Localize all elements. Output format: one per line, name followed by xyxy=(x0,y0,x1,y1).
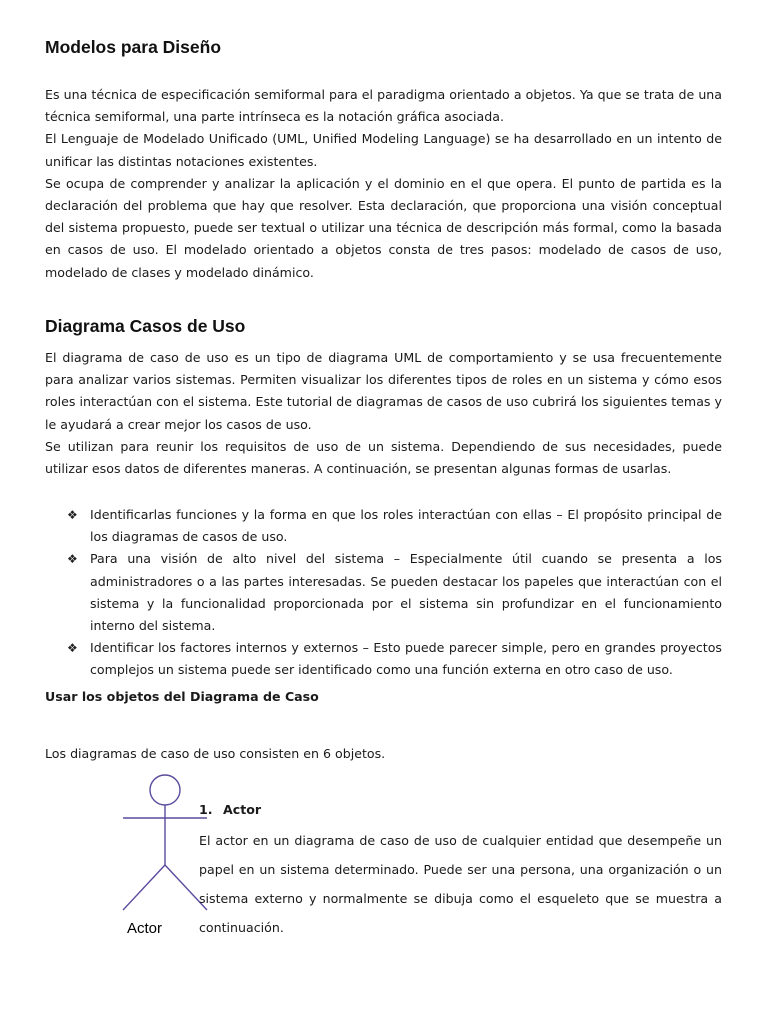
bullet-text: Para una visión de alto nivel del sistema – Especialmente útil cuando se presenta a los administradores o a las partes interesadas. Se pueden destacar los papeles que interactúan con el sistema y la funcionalidad proporcionada por el sistema sin profundizar en el funcionamiento interno del sistema. xyxy=(90,551,722,634)
subsection-title: Usar los objetos del Diagrama de Caso xyxy=(45,689,319,704)
item-title: Actor xyxy=(223,802,262,817)
section1-body xyxy=(45,84,722,284)
bullet-text: Identificar los factores internos y externos – Esto puede parecer simple, pero en grandes proyectos complejos un sistema puede ser identificado como una función externa en otro caso de uso. xyxy=(90,640,722,678)
bullet-item xyxy=(45,504,722,548)
diamond-bullet-icon: ❖ xyxy=(67,508,78,522)
section-title-diagrama: Diagrama Casos de Uso xyxy=(45,316,246,336)
paragraph: Es una técnica de especificación semiformal para el paradigma orientado a objetos. Ya que se trata de una técnica semiformal, una parte intrínseca es la notación gráfica asociada. xyxy=(45,87,722,125)
paragraph: El diagrama de caso de uso es un tipo de diagrama UML de comportamiento y se usa frecuentemente para analizar varios sistemas. Permiten visualizar los diferentes tipos de roles en un sistema y cómo esos roles interactúan con el sistema. Este tutorial de diagramas de casos de uso cubrirá los siguientes temas y le ayudará a crear mejor los casos de uso. xyxy=(45,350,722,432)
item-number: 1. xyxy=(199,802,213,817)
actor-item xyxy=(199,800,722,942)
actor-left-leg xyxy=(123,865,165,910)
paragraph: El Lenguaje de Modelado Unificado (UML, Unified Modeling Language) se ha desarrollado en un intento de unificar las distintas notaciones existentes. xyxy=(45,131,722,169)
actor-stick-figure xyxy=(120,770,210,945)
bullet-item xyxy=(45,548,722,637)
actor-item-heading xyxy=(199,800,722,820)
bullet-item xyxy=(45,637,722,681)
actor-item-text: El actor en un diagrama de caso de uso de cualquier entidad que desempeñe un papel en un sistema determinado. Puede ser una persona, una organización o un sistema externo y normalmente se dibuja como el esqueleto que se muestra a continuación. xyxy=(199,833,722,935)
diamond-bullet-icon: ❖ xyxy=(67,552,78,567)
actor-head xyxy=(150,775,180,805)
diamond-bullet-icon: ❖ xyxy=(67,641,78,656)
paragraph: Se utilizan para reunir los requisitos de uso de un sistema. Dependiendo de sus necesidades, puede utilizar esos datos de diferentes maneras. A continuación, se presentan algunas formas de usarlas. xyxy=(45,438,722,477)
subsection-intro: Los diagramas de caso de uso consisten en 6 objetos. xyxy=(45,746,386,761)
actor-caption: Actor xyxy=(127,920,163,937)
paragraph: Se ocupa de comprender y analizar la aplicación y el dominio en el que opera. El punto de partida es la declaración del problema que hay que resolver. Esta declaración, que proporciona una visión conceptual del sistema propuesto, puede ser textual o utilizar una técnica de descripción más formal, como la basada en casos de uso. El modelado orientado a objetos consta de tres pasos: modelado de casos de uso, modelado de clases y modelado dinámico. xyxy=(45,175,722,280)
bullet-text: Identificarlas funciones y la forma en que los roles interactúan con ellas – El propósito principal de los diagramas de casos de uso. xyxy=(90,507,722,545)
bullet-list xyxy=(45,504,722,682)
section2-body xyxy=(45,347,722,480)
section-title-modelos: Modelos para Diseño xyxy=(45,37,222,57)
